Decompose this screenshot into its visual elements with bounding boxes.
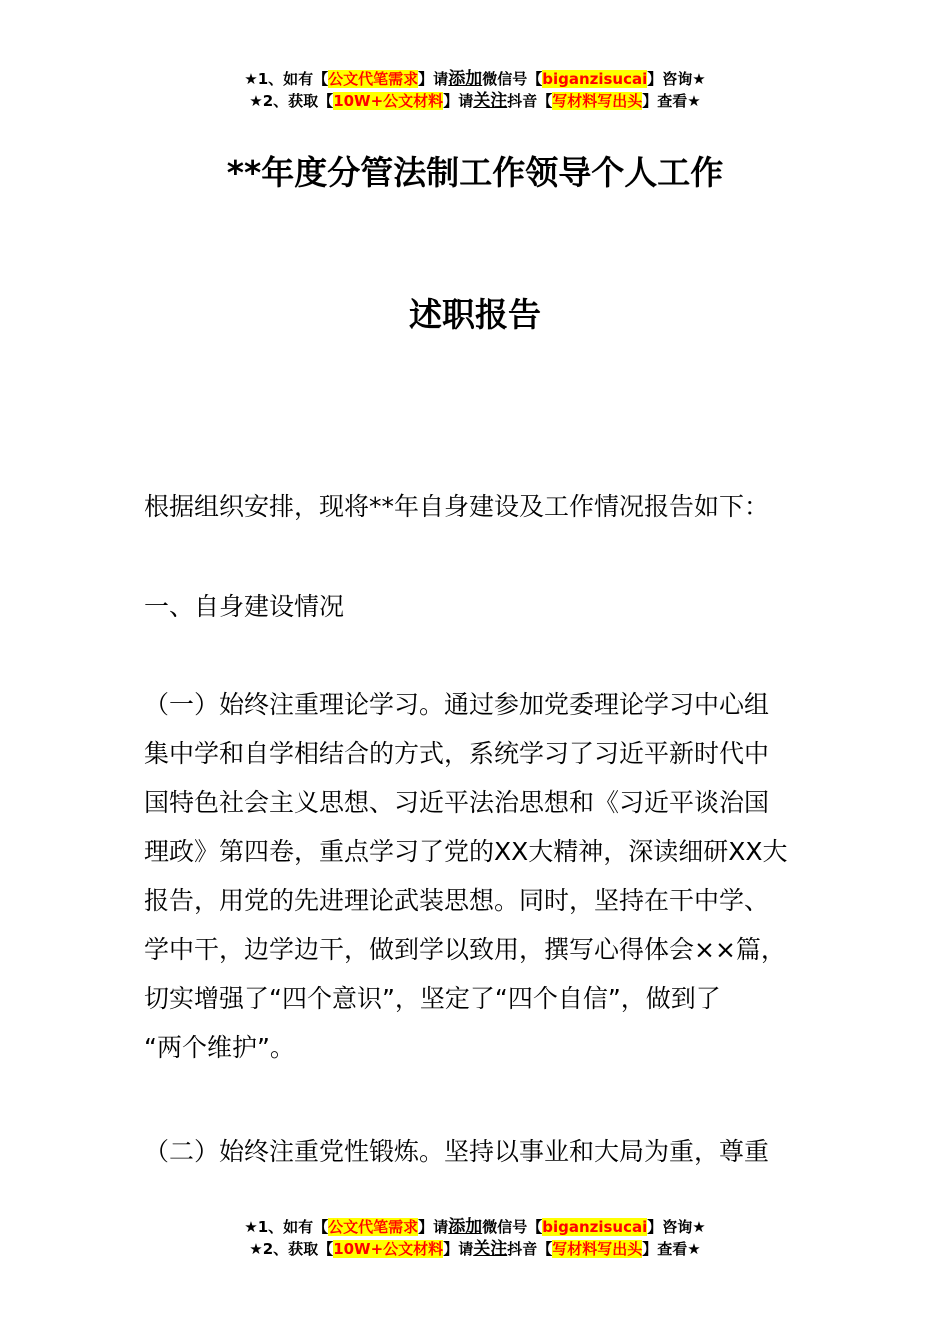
paragraph-line: “两个维护”。 [144, 1033, 295, 1062]
promo-text: 微信号【 [482, 70, 543, 88]
promo-underline: 添加 [448, 1217, 483, 1237]
paragraph-line: 报告，用党的先进理论武装思想。同时，坚持在干中学、 [144, 886, 770, 915]
promo-highlight: biganzisucai [542, 70, 648, 88]
promo-text: 】咨询★ [647, 70, 706, 88]
promo-highlight: 公文代笔需求 [328, 70, 419, 88]
paragraph-line: （二）始终注重党性锻炼。坚持以事业和大局为重，尊重 [144, 1137, 770, 1166]
promo-text: 】请 [443, 92, 474, 110]
section-heading: 一、自身建设情况 [144, 592, 345, 621]
promo-highlight: 10W+公文材料 [333, 1240, 444, 1258]
promo-highlight: 10W+公文材料 [333, 92, 444, 110]
promo-text: ★1、如有【 [244, 70, 329, 88]
promo-underline: 关注 [473, 91, 508, 111]
promo-highlight: 写材料写出头 [552, 92, 643, 110]
paragraph-1 [144, 680, 808, 1072]
promo-line-1 [0, 1216, 950, 1238]
paragraph-line: 切实增强了“四个意识”，坚定了“四个自信”，做到了 [144, 984, 721, 1013]
paragraph-line: 学中干，边学边干，做到学以致用，撰写心得体会××篇， [144, 935, 786, 964]
promo-line-1 [0, 68, 950, 90]
promo-text: 抖音【 [507, 1240, 553, 1258]
promo-text: ★2、获取【 [249, 1240, 334, 1258]
paragraph-2 [144, 1127, 808, 1176]
paragraph-line: 理政》第四卷，重点学习了党的XX大精神，深读细研XX大 [144, 837, 788, 866]
promo-text: 】请 [418, 70, 449, 88]
intro-paragraph: 根据组织安排，现将**年自身建设及工作情况报告如下： [144, 492, 770, 521]
promo-banner-bottom [0, 1216, 950, 1260]
promo-highlight: biganzisucai [542, 1218, 648, 1236]
promo-text: 】咨询★ [647, 1218, 706, 1236]
promo-banner-top [0, 68, 950, 112]
promo-highlight: 写材料写出头 [552, 1240, 643, 1258]
promo-line-2 [0, 1238, 950, 1260]
paragraph-line: 集中学和自学相结合的方式，系统学习了习近平新时代中 [144, 739, 770, 768]
promo-text: 】请 [443, 1240, 474, 1258]
promo-text: 】查看★ [642, 92, 701, 110]
promo-underline: 关注 [473, 1239, 508, 1259]
promo-highlight: 公文代笔需求 [328, 1218, 419, 1236]
paragraph-line: 国特色社会主义思想、习近平法治思想和《习近平谈治国 [144, 788, 770, 817]
promo-text: ★2、获取【 [249, 92, 334, 110]
promo-text: 】请 [418, 1218, 449, 1236]
promo-text: 微信号【 [482, 1218, 543, 1236]
promo-text: ★1、如有【 [244, 1218, 329, 1236]
document-title-line-1: **年度分管法制工作领导个人工作 [226, 153, 724, 192]
paragraph-line: （一）始终注重理论学习。通过参加党委理论学习中心组 [144, 690, 770, 719]
promo-text: 】查看★ [642, 1240, 701, 1258]
promo-text: 抖音【 [507, 92, 553, 110]
promo-line-2 [0, 90, 950, 112]
document-title-line-2: 述职报告 [409, 295, 541, 334]
promo-underline: 添加 [448, 69, 483, 89]
